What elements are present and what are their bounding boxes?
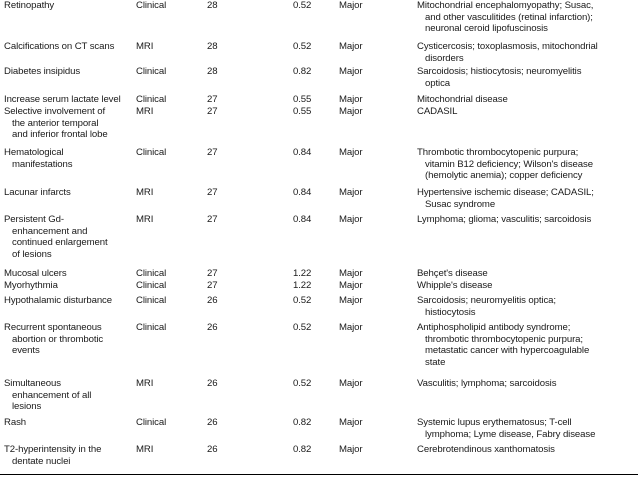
feature-cell [4,268,132,280]
ratio-cell: 0.84 [293,187,312,198]
feature-cell [4,417,132,429]
score-cell: 27 [207,187,218,198]
diagnoses-cell [417,417,637,440]
diagnoses-cell-line: Lymphoma; glioma; vasculitis; sarcoidosis [417,214,592,225]
significance-cell: Major [339,41,363,52]
ratio-cell: 0.52 [293,378,312,389]
feature-cell [4,322,132,357]
ratio-cell: 0.55 [293,106,312,117]
feature-cell-line: Retinopathy [4,0,55,11]
diagnoses-cell-line: Antiphospholipid antibody syndrome; [417,322,571,333]
diagnoses-cell-line: (hemolytic anemia); copper deficiency [425,170,583,182]
feature-cell [4,94,132,106]
ratio-cell: 0.52 [293,322,312,333]
score-cell: 27 [207,147,218,158]
diagnoses-cell [417,41,637,64]
feature-cell-line: enhancement of all [12,389,92,401]
feature-cell-line: T2-hyperintensity in the [4,444,102,455]
type-cell: MRI [136,444,154,455]
type-cell: MRI [136,187,154,198]
type-cell: Clinical [136,280,167,291]
significance-cell: Major [339,280,363,291]
diagnoses-cell [417,0,637,35]
type-cell: MRI [136,378,154,389]
feature-cell-line: enhancement and [12,225,88,237]
score-cell: 27 [207,280,218,291]
significance-cell: Major [339,66,363,77]
feature-cell [4,147,132,170]
score-cell: 28 [207,0,218,11]
diagnoses-cell-line: neuronal ceroid lipofuscinosis [425,23,548,35]
diagnoses-cell-line: disorders [425,52,464,64]
significance-cell: Major [339,147,363,158]
diagnoses-cell [417,268,637,280]
feature-cell [4,66,132,78]
diagnoses-cell-line: Susac syndrome [425,198,496,210]
diagnoses-cell-line: state [425,356,446,368]
diagnoses-cell [417,378,637,390]
significance-cell: Major [339,187,363,198]
significance-cell: Major [339,378,363,389]
feature-cell-line: lesions [12,401,42,413]
type-cell: Clinical [136,295,167,306]
diagnoses-cell-line: and other vasculitides (retinal infarction); [425,11,593,23]
score-cell: 27 [207,214,218,225]
score-cell: 26 [207,295,218,306]
diagnoses-cell-line: CADASIL [417,106,458,117]
type-cell: Clinical [136,147,167,158]
diagnoses-cell-line: vitamin B12 deficiency; Wilson's disease [425,158,593,170]
significance-cell: Major [339,417,363,428]
diagnoses-cell [417,280,637,292]
feature-cell [4,280,132,292]
score-cell: 27 [207,106,218,117]
diagnoses-cell-line: Sarcoidosis; histiocytosis; neuromyelitis [417,66,582,77]
type-cell: MRI [136,106,154,117]
score-cell: 26 [207,444,218,455]
diagnoses-cell-line: Whipple's disease [417,280,493,291]
feature-cell-line: manifestations [12,158,73,170]
diagnoses-cell-line: Mitochondrial encephalomyopathy; Susac, [417,0,594,11]
feature-cell [4,378,132,413]
significance-cell: Major [339,0,363,11]
significance-cell: Major [339,322,363,333]
feature-cell-line: Hypothalamic disturbance [4,295,112,306]
diagnoses-cell [417,147,637,182]
feature-cell [4,187,132,199]
ratio-cell: 0.55 [293,94,312,105]
ratio-cell: 0.52 [293,295,312,306]
feature-cell-line: Myorhythmia [4,280,58,291]
feature-cell-line: abortion or thrombotic [12,333,104,345]
score-cell: 26 [207,322,218,333]
type-cell: Clinical [136,66,167,77]
diagnoses-cell-line: optica [425,77,451,89]
diagnoses-cell-line: Behçet's disease [417,268,488,279]
significance-cell: Major [339,444,363,455]
diagnoses-cell [417,444,637,456]
diagnoses-cell-line: lymphoma; Lyme disease, Fabry disease [425,428,596,440]
feature-cell-line: Hematological [4,147,64,158]
diagnoses-cell-line: Cysticercosis; toxoplasmosis, mitochondrial [417,41,598,52]
score-cell: 27 [207,94,218,105]
type-cell: Clinical [136,0,167,11]
diagnoses-cell-line: Sarcoidosis; neuromyelitis optica; [417,295,556,306]
feature-cell-line: Increase serum lactate level [4,94,121,105]
type-cell: Clinical [136,417,167,428]
feature-cell [4,106,132,141]
feature-cell-line: of lesions [12,248,52,260]
diagnoses-cell [417,94,637,106]
type-cell: Clinical [136,322,167,333]
significance-cell: Major [339,94,363,105]
diagnoses-cell [417,295,637,318]
score-cell: 28 [207,41,218,52]
type-cell: Clinical [136,94,167,105]
significance-cell: Major [339,295,363,306]
diagnoses-cell [417,214,637,226]
significance-cell: Major [339,106,363,117]
feature-cell [4,41,132,53]
ratio-cell: 0.52 [293,0,312,11]
diagnoses-cell [417,106,637,118]
ratio-cell: 0.84 [293,214,312,225]
feature-cell [4,0,132,12]
significance-cell: Major [339,268,363,279]
table-bottom-rule [0,474,638,475]
diagnoses-cell-line: Mitochondrial disease [417,94,508,105]
feature-cell-line: dentate nuclei [12,455,71,467]
diagnoses-cell-line: thrombotic thrombocytopenic purpura; [425,333,583,345]
feature-cell [4,295,132,307]
diagnoses-cell-line: metastatic cancer with hypercoagulable [425,345,590,357]
diagnoses-cell [417,66,637,89]
feature-cell-line: Persistent Gd- [4,214,64,225]
feature-cell [4,214,132,260]
diagnoses-cell-line: Vasculitis; lymphoma; sarcoidosis [417,378,557,389]
feature-cell-line: Selective involvement of [4,106,106,117]
diagnoses-cell-line: histiocytosis [425,306,476,318]
diagnoses-cell-line: Cerebrotendinous xanthomatosis [417,444,555,455]
feature-cell-line: Simultaneous [4,378,61,389]
diagnoses-cell-line: Thrombotic thrombocytopenic purpura; [417,147,579,158]
feature-cell-line: Diabetes insipidus [4,66,81,77]
score-cell: 27 [207,268,218,279]
feature-cell-line: Recurrent spontaneous [4,322,102,333]
ratio-cell: 0.82 [293,444,312,455]
type-cell: MRI [136,214,154,225]
ratio-cell: 0.52 [293,41,312,52]
diagnoses-cell-line: Systemic lupus erythematosus; T-cell [417,417,572,428]
feature-cell-line: Lacunar infarcts [4,187,71,198]
feature-cell [4,444,132,467]
ratio-cell: 1.22 [293,268,312,279]
feature-cell-line: Mucosal ulcers [4,268,67,279]
ratio-cell: 0.84 [293,147,312,158]
type-cell: MRI [136,41,154,52]
diagnoses-cell [417,187,637,210]
ratio-cell: 1.22 [293,280,312,291]
diagnoses-cell [417,322,637,368]
score-cell: 26 [207,417,218,428]
feature-cell-line: the anterior temporal [12,117,99,129]
feature-cell-line: Calcifications on CT scans [4,41,115,52]
ratio-cell: 0.82 [293,417,312,428]
feature-cell-line: Rash [4,417,26,428]
score-cell: 28 [207,66,218,77]
significance-cell: Major [339,214,363,225]
ratio-cell: 0.82 [293,66,312,77]
feature-cell-line: events [12,345,40,357]
type-cell: Clinical [136,268,167,279]
feature-cell-line: continued enlargement [12,237,108,249]
score-cell: 26 [207,378,218,389]
diagnoses-cell-line: Hypertensive ischemic disease; CADASIL; [417,187,594,198]
feature-cell-line: and inferior frontal lobe [12,129,108,141]
